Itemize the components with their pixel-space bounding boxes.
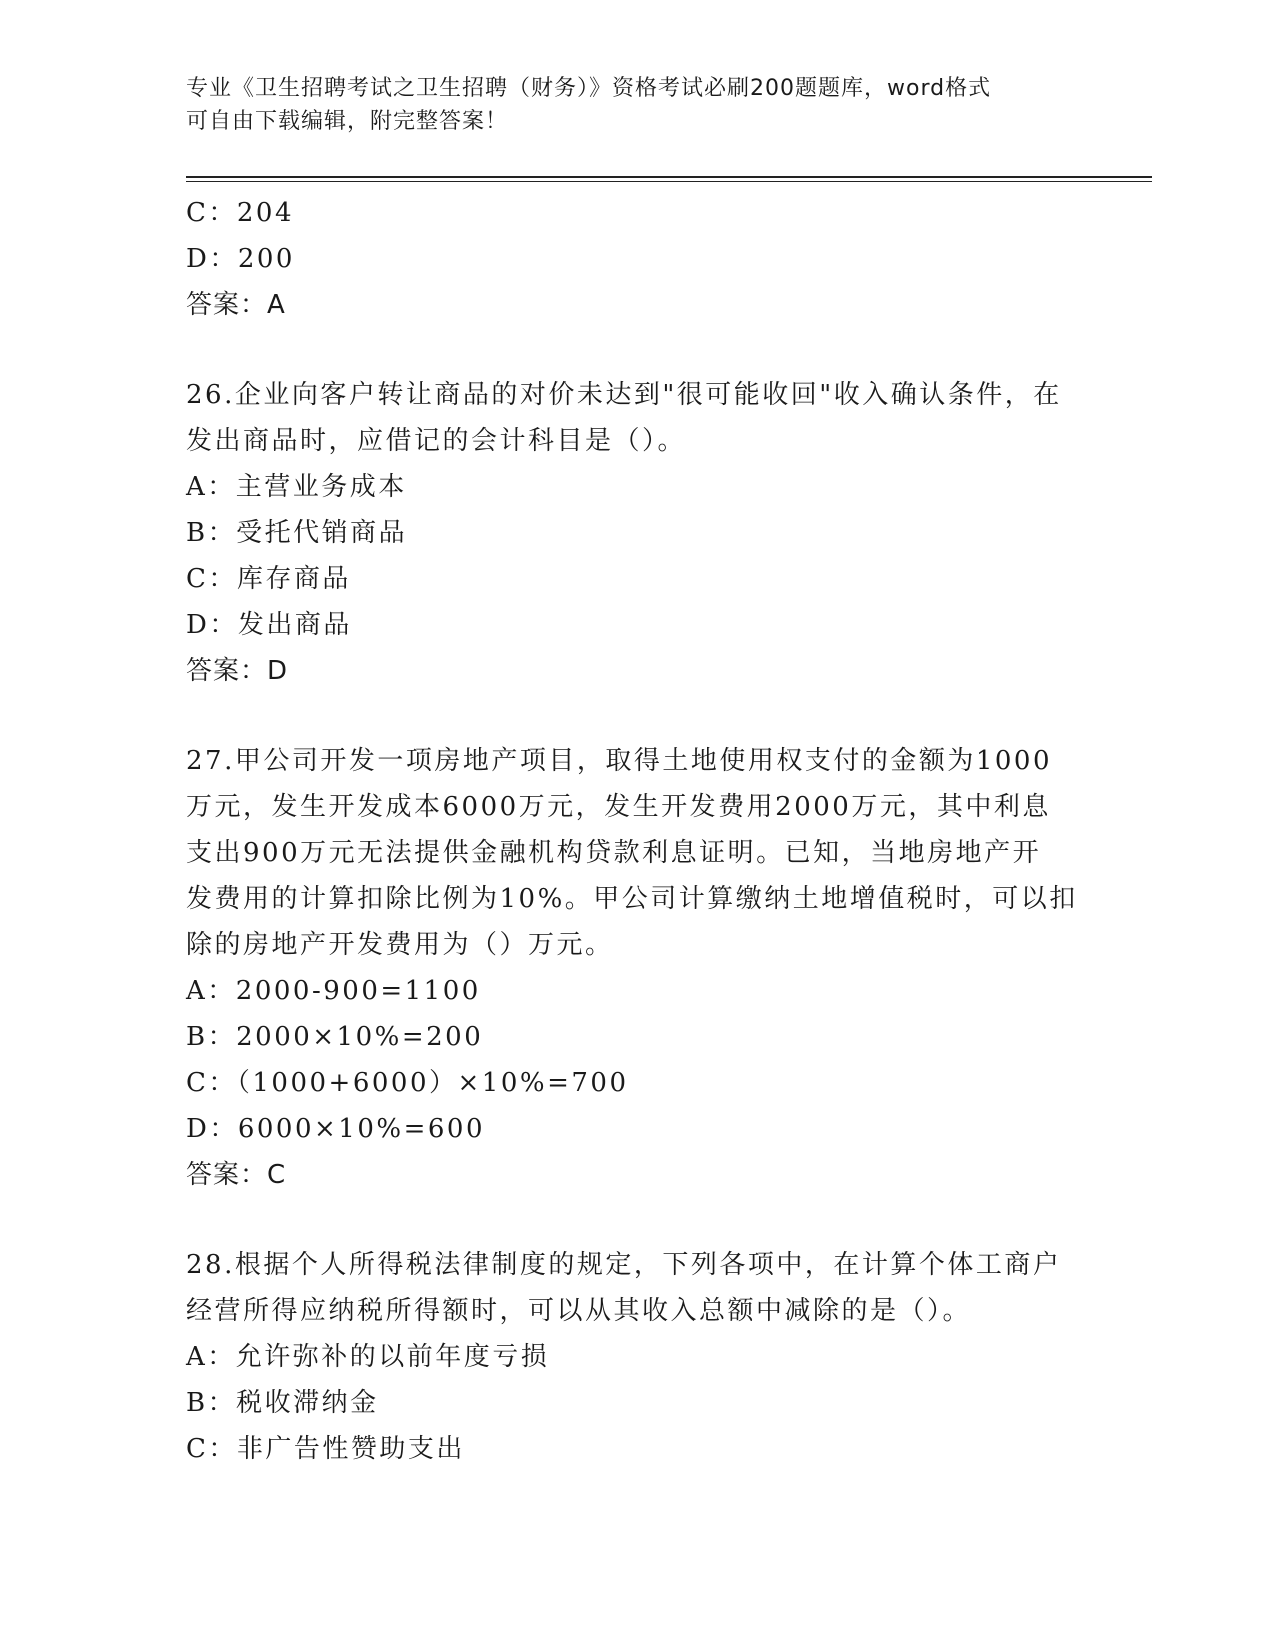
answer-line: 答案：A — [186, 290, 286, 320]
option-b: B：税收滞纳金 — [186, 1388, 379, 1418]
question-28 — [186, 1242, 1086, 1472]
header-line-1: 专业《卫生招聘考试之卫生招聘（财务）》资格考试必刷200题题库，word格式 — [186, 76, 992, 101]
question-25-tail — [186, 190, 1086, 328]
question-26 — [186, 372, 1086, 694]
option-a: A：主营业务成本 — [186, 472, 407, 502]
option-d: D：发出商品 — [186, 610, 352, 640]
question-stem-line: 经营所得应纳税所得额时，可以从其收入总额中减除的是（）。 — [186, 1296, 972, 1326]
question-stem-line: 26.企业向客户转让商品的对价未达到"很可能收回"收入确认条件，在 — [186, 380, 1062, 410]
option-c: C：（1000+6000）×10%=700 — [186, 1068, 629, 1098]
question-stem-line: 发出商品时，应借记的会计科目是（）。 — [186, 426, 687, 456]
header-line-2: 可自由下载编辑，附完整答案！ — [186, 109, 509, 134]
question-27 — [186, 738, 1086, 1198]
question-stem-line: 27.甲公司开发一项房地产项目，取得土地使用权支付的金额为1000 — [186, 746, 1053, 776]
question-stem-line: 发费用的计算扣除比例为10%。甲公司计算缴纳土地增值税时，可以扣 — [186, 884, 1078, 914]
spacer — [186, 328, 1086, 372]
option-b: B：受托代销商品 — [186, 518, 408, 548]
option-c: C：204 — [186, 198, 295, 228]
option-c: C：库存商品 — [186, 564, 351, 594]
option-c: C：非广告性赞助支出 — [186, 1434, 465, 1464]
spacer — [186, 1198, 1086, 1242]
option-b: B：2000×10%=200 — [186, 1022, 484, 1052]
question-stem-line: 支出900万元无法提供金融机构贷款利息证明。已知，当地房地产开 — [186, 838, 1042, 868]
option-a: A：允许弥补的以前年度亏损 — [186, 1342, 550, 1372]
header-divider-thin — [186, 181, 1152, 182]
answer-line: 答案：C — [186, 1160, 287, 1190]
header-divider-thick — [186, 176, 1152, 178]
answer-line: 答案：D — [186, 656, 289, 686]
option-d: D：6000×10%=600 — [186, 1114, 485, 1144]
question-stem-line: 万元，发生开发成本6000万元，发生开发费用2000万元，其中利息 — [186, 792, 1051, 822]
spacer — [186, 694, 1086, 738]
question-stem-line: 28.根据个人所得税法律制度的规定，下列各项中，在计算个体工商户 — [186, 1250, 1062, 1280]
option-d: D：200 — [186, 244, 295, 274]
option-a: A：2000-900=1100 — [186, 976, 481, 1006]
question-stem-line: 除的房地产开发费用为（）万元。 — [186, 930, 614, 960]
document-header — [186, 72, 1086, 138]
question-content — [186, 190, 1086, 1472]
